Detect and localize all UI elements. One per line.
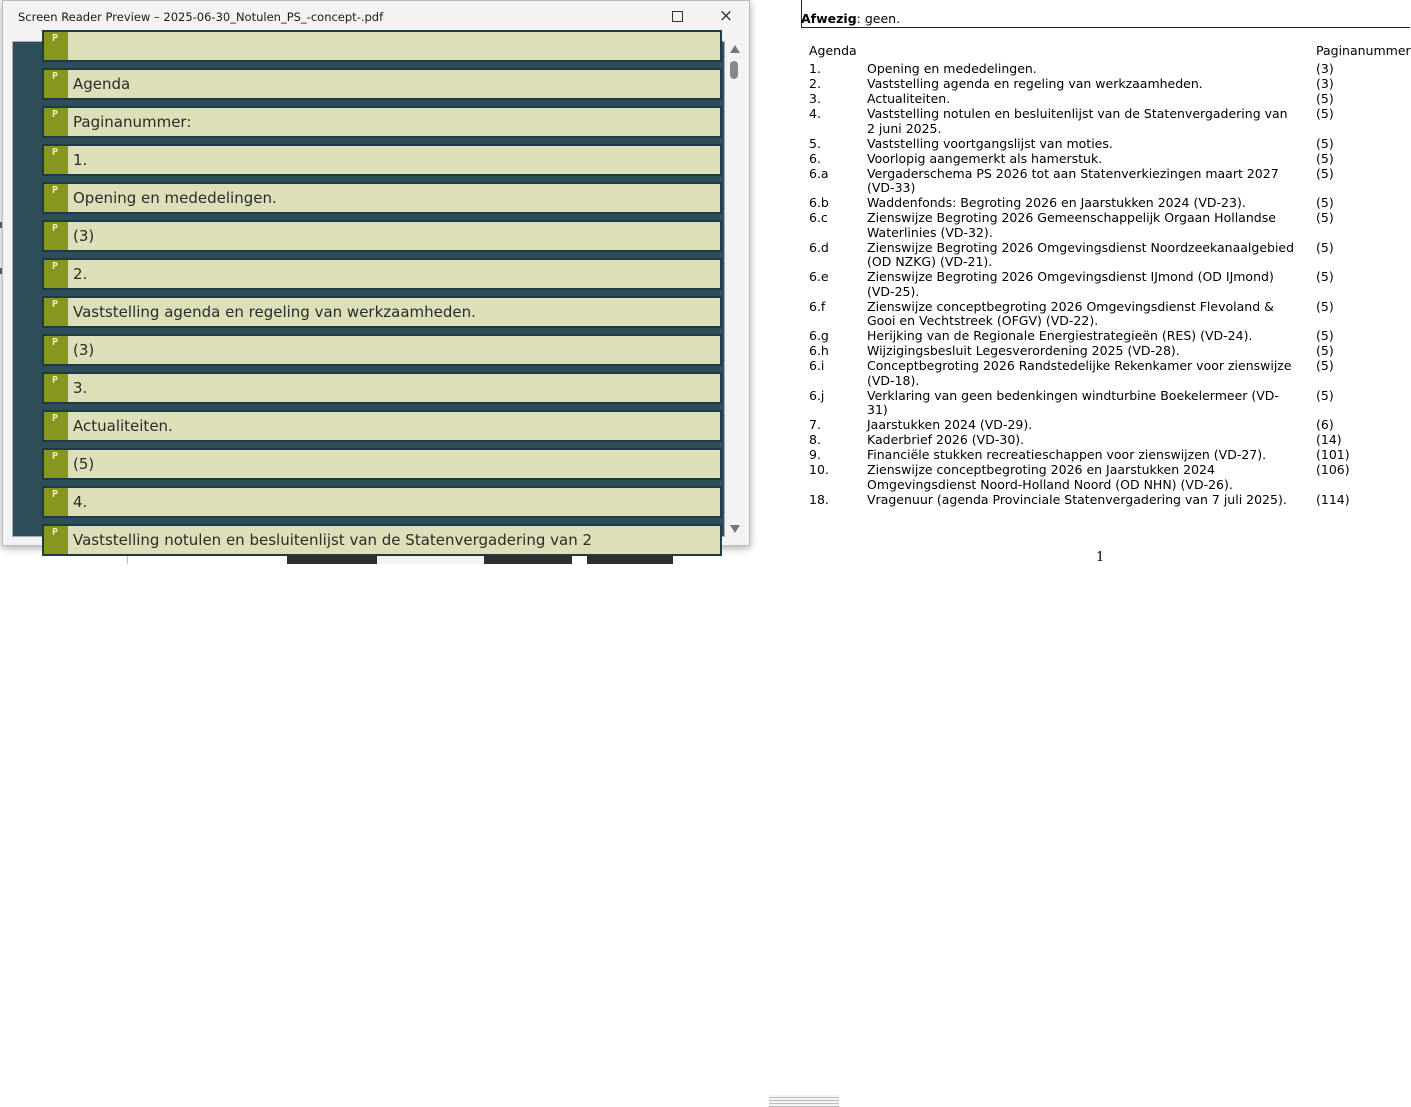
preview-item[interactable] bbox=[42, 106, 722, 138]
agenda-title: Vaststelling agenda en regeling van werkzaamheden. bbox=[867, 76, 1203, 91]
agenda-num: 6.a bbox=[809, 165, 829, 181]
agenda-header: Agenda bbox=[809, 43, 857, 58]
agenda-num: 6.d bbox=[809, 239, 829, 255]
agenda-page: (5) bbox=[1316, 239, 1334, 255]
paragraph-tag bbox=[44, 526, 68, 554]
agenda-num: 10. bbox=[809, 462, 829, 477]
paragraph-icon: P bbox=[52, 109, 59, 120]
agenda-row bbox=[809, 137, 1410, 152]
preview-item-text: (3) bbox=[73, 341, 95, 359]
screen-reader-preview-window bbox=[2, 0, 750, 549]
preview-item[interactable] bbox=[42, 144, 722, 176]
agenda-page: (5) bbox=[1316, 165, 1334, 181]
agenda-num: 6.b bbox=[809, 195, 829, 210]
agenda-row bbox=[809, 493, 1410, 508]
agenda-title: Opening en mededelingen. bbox=[867, 61, 1037, 76]
paragraph-tag bbox=[44, 146, 68, 174]
agenda-num: 6.i bbox=[809, 358, 825, 373]
paragraph-icon: P bbox=[52, 527, 59, 538]
agenda-num: 3. bbox=[809, 91, 821, 106]
agenda-title: Zienswijze conceptbegroting 2026 Omgevingsdienst Flevoland & Gooi en Vechtstreek (OFGV) (VD-22). bbox=[867, 298, 1274, 328]
agenda-num: 7. bbox=[809, 417, 821, 432]
agenda-num: 6.f bbox=[809, 298, 826, 314]
agenda-row bbox=[809, 167, 1410, 196]
agenda-num: 6.c bbox=[809, 210, 828, 225]
window-title: Screen Reader Preview – 2025-06-30_Notulen_PS_-concept-.pdf bbox=[18, 10, 384, 24]
agenda-row bbox=[809, 300, 1410, 329]
paragraph-tag bbox=[44, 412, 68, 440]
agenda-row bbox=[809, 211, 1410, 240]
agenda-num: 6.g bbox=[809, 328, 829, 343]
agenda-row bbox=[809, 344, 1410, 359]
preview-item-text: Agenda bbox=[73, 75, 131, 93]
agenda-row bbox=[809, 152, 1410, 167]
agenda-title: Zienswijze Begroting 2026 Omgevingsdienst IJmond (OD IJmond) (VD-25). bbox=[867, 269, 1274, 299]
agenda-row bbox=[809, 77, 1410, 92]
paragraph-icon: P bbox=[52, 71, 59, 82]
agenda-page: (5) bbox=[1316, 269, 1334, 284]
agenda-row bbox=[809, 92, 1410, 107]
agenda-page: (101) bbox=[1316, 447, 1350, 462]
agenda-title: Herijking van de Regionale Energiestrategieën (RES) (VD-24). bbox=[867, 328, 1253, 343]
agenda-page: (5) bbox=[1316, 343, 1334, 358]
preview-panel[interactable] bbox=[12, 33, 725, 549]
paragraph-icon: P bbox=[52, 375, 59, 386]
absent-label: Afwezig bbox=[801, 11, 857, 26]
preview-item[interactable] bbox=[42, 30, 722, 62]
paragraph-tag bbox=[44, 70, 68, 98]
preview-item[interactable] bbox=[42, 372, 722, 404]
scroll-down-icon[interactable] bbox=[730, 525, 740, 533]
preview-item-text: Vaststelling notulen en besluitenlijst van de Statenvergadering van 2 bbox=[73, 531, 593, 549]
agenda-num: 6.h bbox=[809, 343, 829, 358]
preview-item[interactable] bbox=[42, 334, 722, 366]
agenda-title: Vaststelling notulen en besluitenlijst van de Statenvergadering van 2 juni 2025. bbox=[867, 106, 1288, 136]
agenda-row bbox=[809, 463, 1410, 492]
preview-item-text: 2. bbox=[73, 265, 88, 283]
preview-item-text: (5) bbox=[73, 455, 95, 473]
paragraph-tag bbox=[44, 298, 68, 326]
absent-line bbox=[801, 11, 900, 26]
agenda-page: (114) bbox=[1316, 491, 1350, 507]
agenda-row bbox=[809, 448, 1410, 463]
agenda-row bbox=[809, 359, 1410, 388]
preview-item-text: Actualiteiten. bbox=[73, 417, 173, 435]
preview-item[interactable] bbox=[42, 296, 722, 328]
agenda-title: Kaderbrief 2026 (VD-30). bbox=[867, 432, 1025, 447]
paragraph-tag bbox=[44, 184, 68, 212]
agenda-row bbox=[809, 62, 1410, 77]
paragraph-icon: P bbox=[52, 413, 59, 424]
agenda-num: 6. bbox=[809, 150, 821, 166]
preview-item[interactable] bbox=[42, 220, 722, 252]
absent-value: : geen. bbox=[856, 11, 901, 26]
agenda-title: Financiële stukken recreatieschappen voor zienswijzen (VD-27). bbox=[867, 447, 1267, 462]
paragraph-tag bbox=[44, 32, 68, 60]
agenda-title: Zienswijze Begroting 2026 Gemeenschappelijk Orgaan Hollandse Waterlinies (VD-32). bbox=[867, 210, 1276, 240]
agenda-page: (106) bbox=[1316, 462, 1350, 477]
paragraph-icon: P bbox=[52, 261, 59, 272]
paragraph-icon: P bbox=[52, 147, 59, 158]
maximize-icon bbox=[672, 11, 683, 22]
preview-item-text: (3) bbox=[73, 227, 95, 245]
agenda-page: (3) bbox=[1316, 76, 1334, 91]
preview-item-text: 4. bbox=[73, 493, 88, 511]
page-number: 1 bbox=[1096, 550, 1105, 565]
agenda-list bbox=[809, 62, 1410, 508]
agenda-row bbox=[809, 241, 1410, 270]
scroll-up-icon[interactable] bbox=[730, 45, 740, 53]
preview-item-list bbox=[42, 30, 722, 562]
agenda-page: (5) bbox=[1316, 328, 1334, 343]
paragraph-tag bbox=[44, 450, 68, 478]
agenda-num: 2. bbox=[809, 76, 821, 91]
paragraph-tag bbox=[44, 374, 68, 402]
agenda-page: (5) bbox=[1316, 358, 1334, 373]
agenda-title: Vragenuur (agenda Provinciale Statenvergadering van 7 juli 2025). bbox=[867, 491, 1287, 507]
agenda-page: (5) bbox=[1316, 135, 1334, 151]
paragraph-icon: P bbox=[52, 185, 59, 196]
agenda-num: 8. bbox=[809, 432, 821, 447]
agenda-title: Zienswijze conceptbegroting 2026 en Jaarstukken 2024 Omgevingsdienst Noord-Holland Noord (OD NHN) (VD-26). bbox=[867, 462, 1233, 492]
agenda-title: Vaststelling voortgangslijst van moties. bbox=[867, 135, 1113, 151]
agenda-page: (5) bbox=[1316, 387, 1334, 403]
preview-item[interactable] bbox=[42, 448, 722, 480]
agenda-page: (6) bbox=[1316, 417, 1334, 432]
agenda-row bbox=[809, 433, 1410, 448]
preview-item-text: 3. bbox=[73, 379, 88, 397]
scroll-thumb[interactable] bbox=[730, 61, 738, 79]
paragraph-tag bbox=[44, 336, 68, 364]
paragraph-icon: P bbox=[52, 299, 59, 310]
agenda-page: (5) bbox=[1316, 150, 1334, 166]
agenda-title: Conceptbegroting 2026 Randstedelijke Rekenkamer voor zienswijze (VD-18). bbox=[867, 358, 1292, 388]
agenda-title: Wijzigingsbesluit Legesverordening 2025 (VD-28). bbox=[867, 343, 1180, 358]
paragraph-icon: P bbox=[52, 337, 59, 348]
agenda-num: 1. bbox=[809, 61, 821, 76]
close-icon: × bbox=[718, 6, 734, 26]
agenda-row bbox=[809, 329, 1410, 344]
agenda-num: 9. bbox=[809, 447, 821, 462]
agenda-title: Vergaderschema PS 2026 tot aan Statenverkiezingen maart 2027 (VD-33) bbox=[867, 165, 1279, 195]
preview-item-text bbox=[68, 32, 73, 60]
paragraph-icon: P bbox=[52, 33, 59, 44]
paragraph-tag bbox=[44, 488, 68, 516]
agenda-num: 6.e bbox=[809, 269, 829, 284]
agenda-title: Jaarstukken 2024 (VD-29). bbox=[867, 417, 1033, 432]
preview-item[interactable] bbox=[42, 410, 722, 442]
preview-item-text: Opening en mededelingen. bbox=[73, 189, 277, 207]
paragraph-tag bbox=[44, 260, 68, 288]
agenda-num: 4. bbox=[809, 106, 821, 121]
paragraph-icon: P bbox=[52, 451, 59, 462]
agenda-page: (5) bbox=[1316, 106, 1334, 121]
preview-item[interactable] bbox=[42, 182, 722, 214]
preview-item-text: Vaststelling agenda en regeling van werkzaamheden. bbox=[73, 303, 476, 321]
vertical-scrollbar[interactable] bbox=[727, 41, 741, 537]
page-number-header: Paginanummer bbox=[1316, 43, 1411, 58]
agenda-title: Zienswijze Begroting 2026 Omgevingsdienst Noordzeekanaalgebied (OD NZKG) (VD-21). bbox=[867, 239, 1295, 269]
agenda-title: Verklaring van geen bedenkingen windturbine Boekelermeer (VD-31) bbox=[867, 387, 1279, 417]
preview-item[interactable] bbox=[42, 258, 722, 290]
thumbnail-text-lines bbox=[769, 1095, 839, 1107]
agenda-row bbox=[809, 196, 1410, 211]
agenda-page: (5) bbox=[1316, 91, 1334, 106]
agenda-row bbox=[809, 270, 1410, 299]
agenda-num: 18. bbox=[809, 491, 829, 507]
close-button[interactable] bbox=[711, 4, 741, 28]
agenda-row bbox=[809, 418, 1410, 433]
agenda-row bbox=[809, 389, 1410, 418]
paragraph-tag bbox=[44, 222, 68, 250]
preview-item-text: Paginanummer: bbox=[73, 113, 192, 131]
title-bar[interactable] bbox=[3, 1, 749, 33]
preview-item[interactable] bbox=[42, 524, 722, 556]
preview-item-text: 1. bbox=[73, 151, 88, 169]
maximize-button[interactable] bbox=[663, 5, 691, 27]
preview-item[interactable] bbox=[42, 486, 722, 518]
preview-item[interactable] bbox=[42, 68, 722, 100]
paragraph-icon: P bbox=[52, 223, 59, 234]
paragraph-tag bbox=[44, 108, 68, 136]
agenda-num: 6.j bbox=[809, 387, 825, 403]
agenda-title: Voorlopig aangemerkt als hamerstuk. bbox=[867, 150, 1103, 166]
agenda-title: Actualiteiten. bbox=[867, 91, 951, 106]
agenda-page: (5) bbox=[1316, 210, 1334, 225]
agenda-page: (5) bbox=[1316, 195, 1334, 210]
agenda-page: (5) bbox=[1316, 298, 1334, 314]
agenda-num: 5. bbox=[809, 135, 821, 151]
agenda-page: (14) bbox=[1316, 432, 1342, 447]
agenda-row bbox=[809, 107, 1410, 136]
agenda-page: (3) bbox=[1316, 61, 1334, 76]
paragraph-icon: P bbox=[52, 489, 59, 500]
agenda-title: Waddenfonds: Begroting 2026 en Jaarstukken 2024 (VD-23). bbox=[867, 195, 1246, 210]
